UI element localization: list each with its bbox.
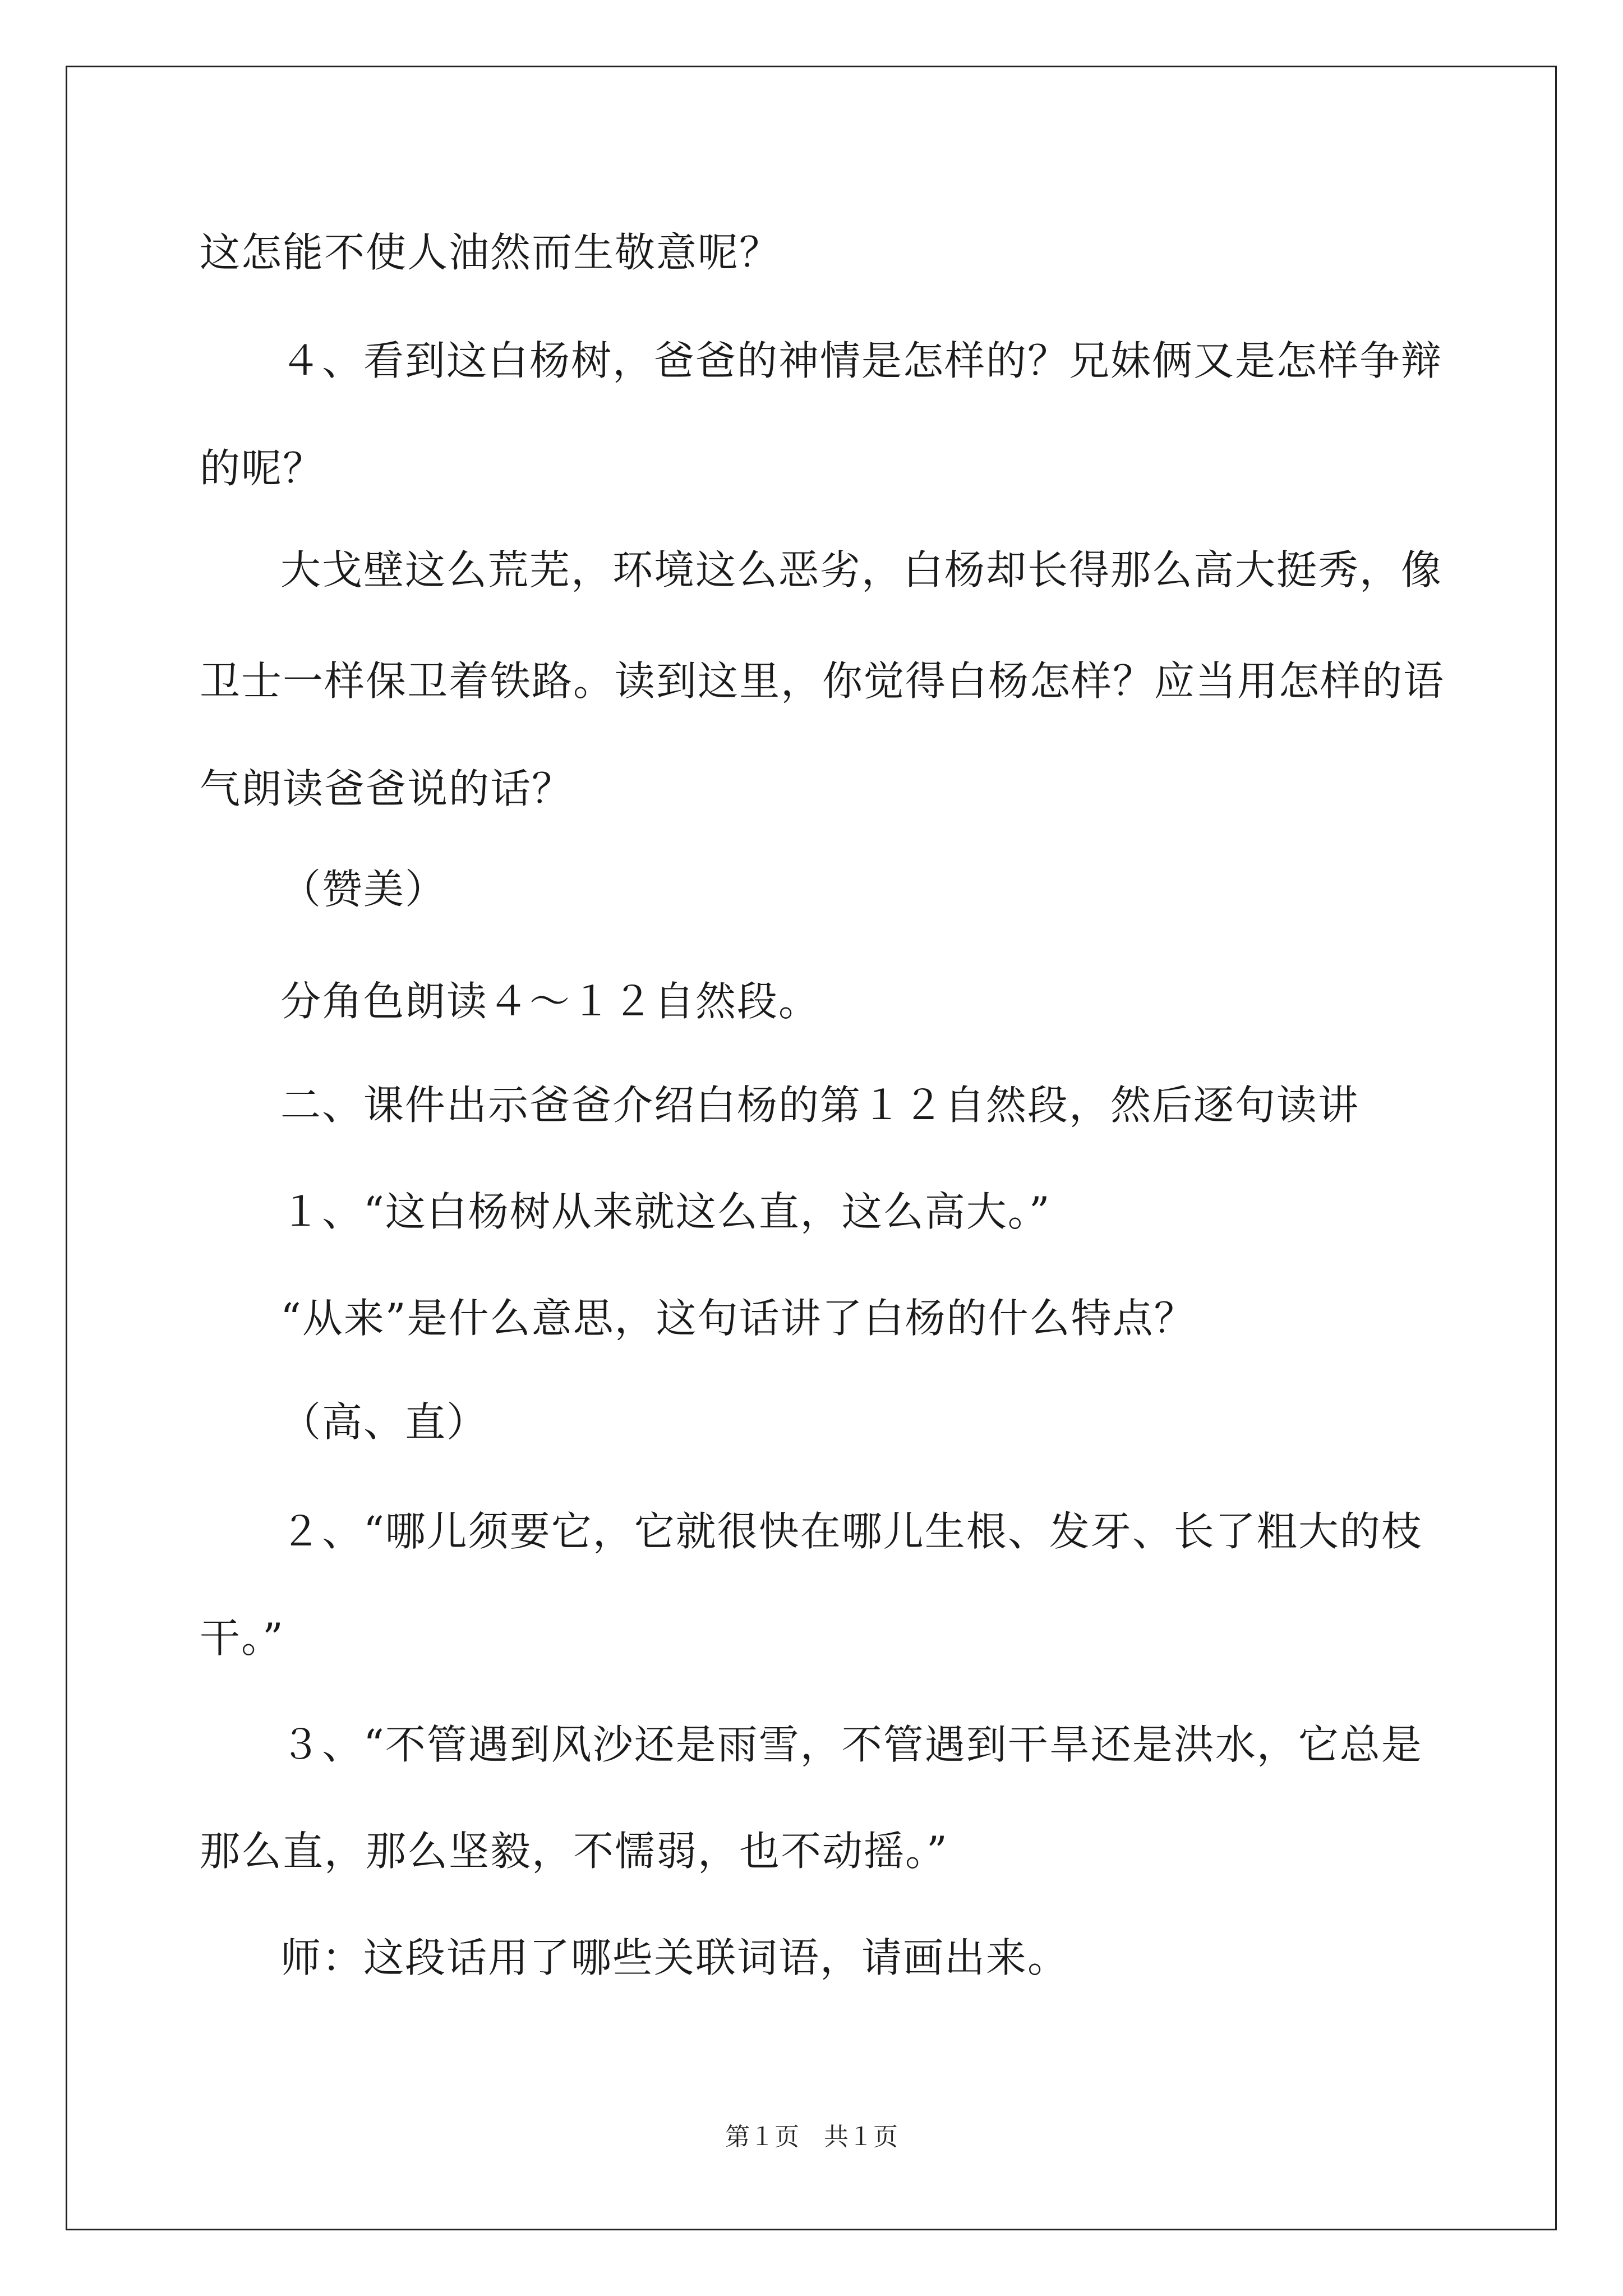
text-line: 卫士一样保卫着铁路。读到这里，你觉得白杨怎样？应当用怎样的语: [200, 657, 1445, 705]
text-line: 干。”: [200, 1614, 284, 1662]
text-line: （高、直）: [280, 1398, 488, 1446]
page-number: 第１页 共１页: [725, 2123, 898, 2151]
text-line: ４、看到这白杨树，爸爸的神情是怎样的？兄妹俩又是怎样争辩: [280, 337, 1443, 384]
text-line: １、“这白杨树从来就这么直，这么高大。”: [280, 1188, 1051, 1235]
text-line: ２、“哪儿须要它，它就很快在哪儿生根、发牙、长了粗大的枝: [280, 1508, 1423, 1555]
text-line: ３、“不管遇到风沙还是雨雪，不管遇到干旱还是洪水，它总是: [280, 1721, 1423, 1768]
text-line: “从来”是什么意思，这句话讲了白杨的什么特点？: [280, 1295, 1196, 1342]
text-line: 分角色朗读４～１２自然段。: [280, 978, 820, 1025]
text-line: 的呢？: [200, 445, 325, 492]
text-line: 大戈壁这么荒芜，环境这么恶劣，白杨却长得那么高大挺秀，像: [280, 546, 1443, 593]
text-line: 那么直，那么坚毅，不懦弱，也不动摇。”: [200, 1828, 948, 1875]
text-line: （赞美）: [280, 866, 447, 913]
text-line: 气朗读爸爸说的话？: [200, 765, 574, 812]
text-line: 这怎能不使人油然而生敬意呢？: [200, 229, 781, 276]
text-line: 师：这段话用了哪些关联词语，请画出来。: [280, 1934, 1069, 1981]
text-line: 二、课件出示爸爸介绍白杨的第１２自然段，然后逐句读讲: [280, 1082, 1360, 1129]
page-border: [66, 66, 1557, 2230]
